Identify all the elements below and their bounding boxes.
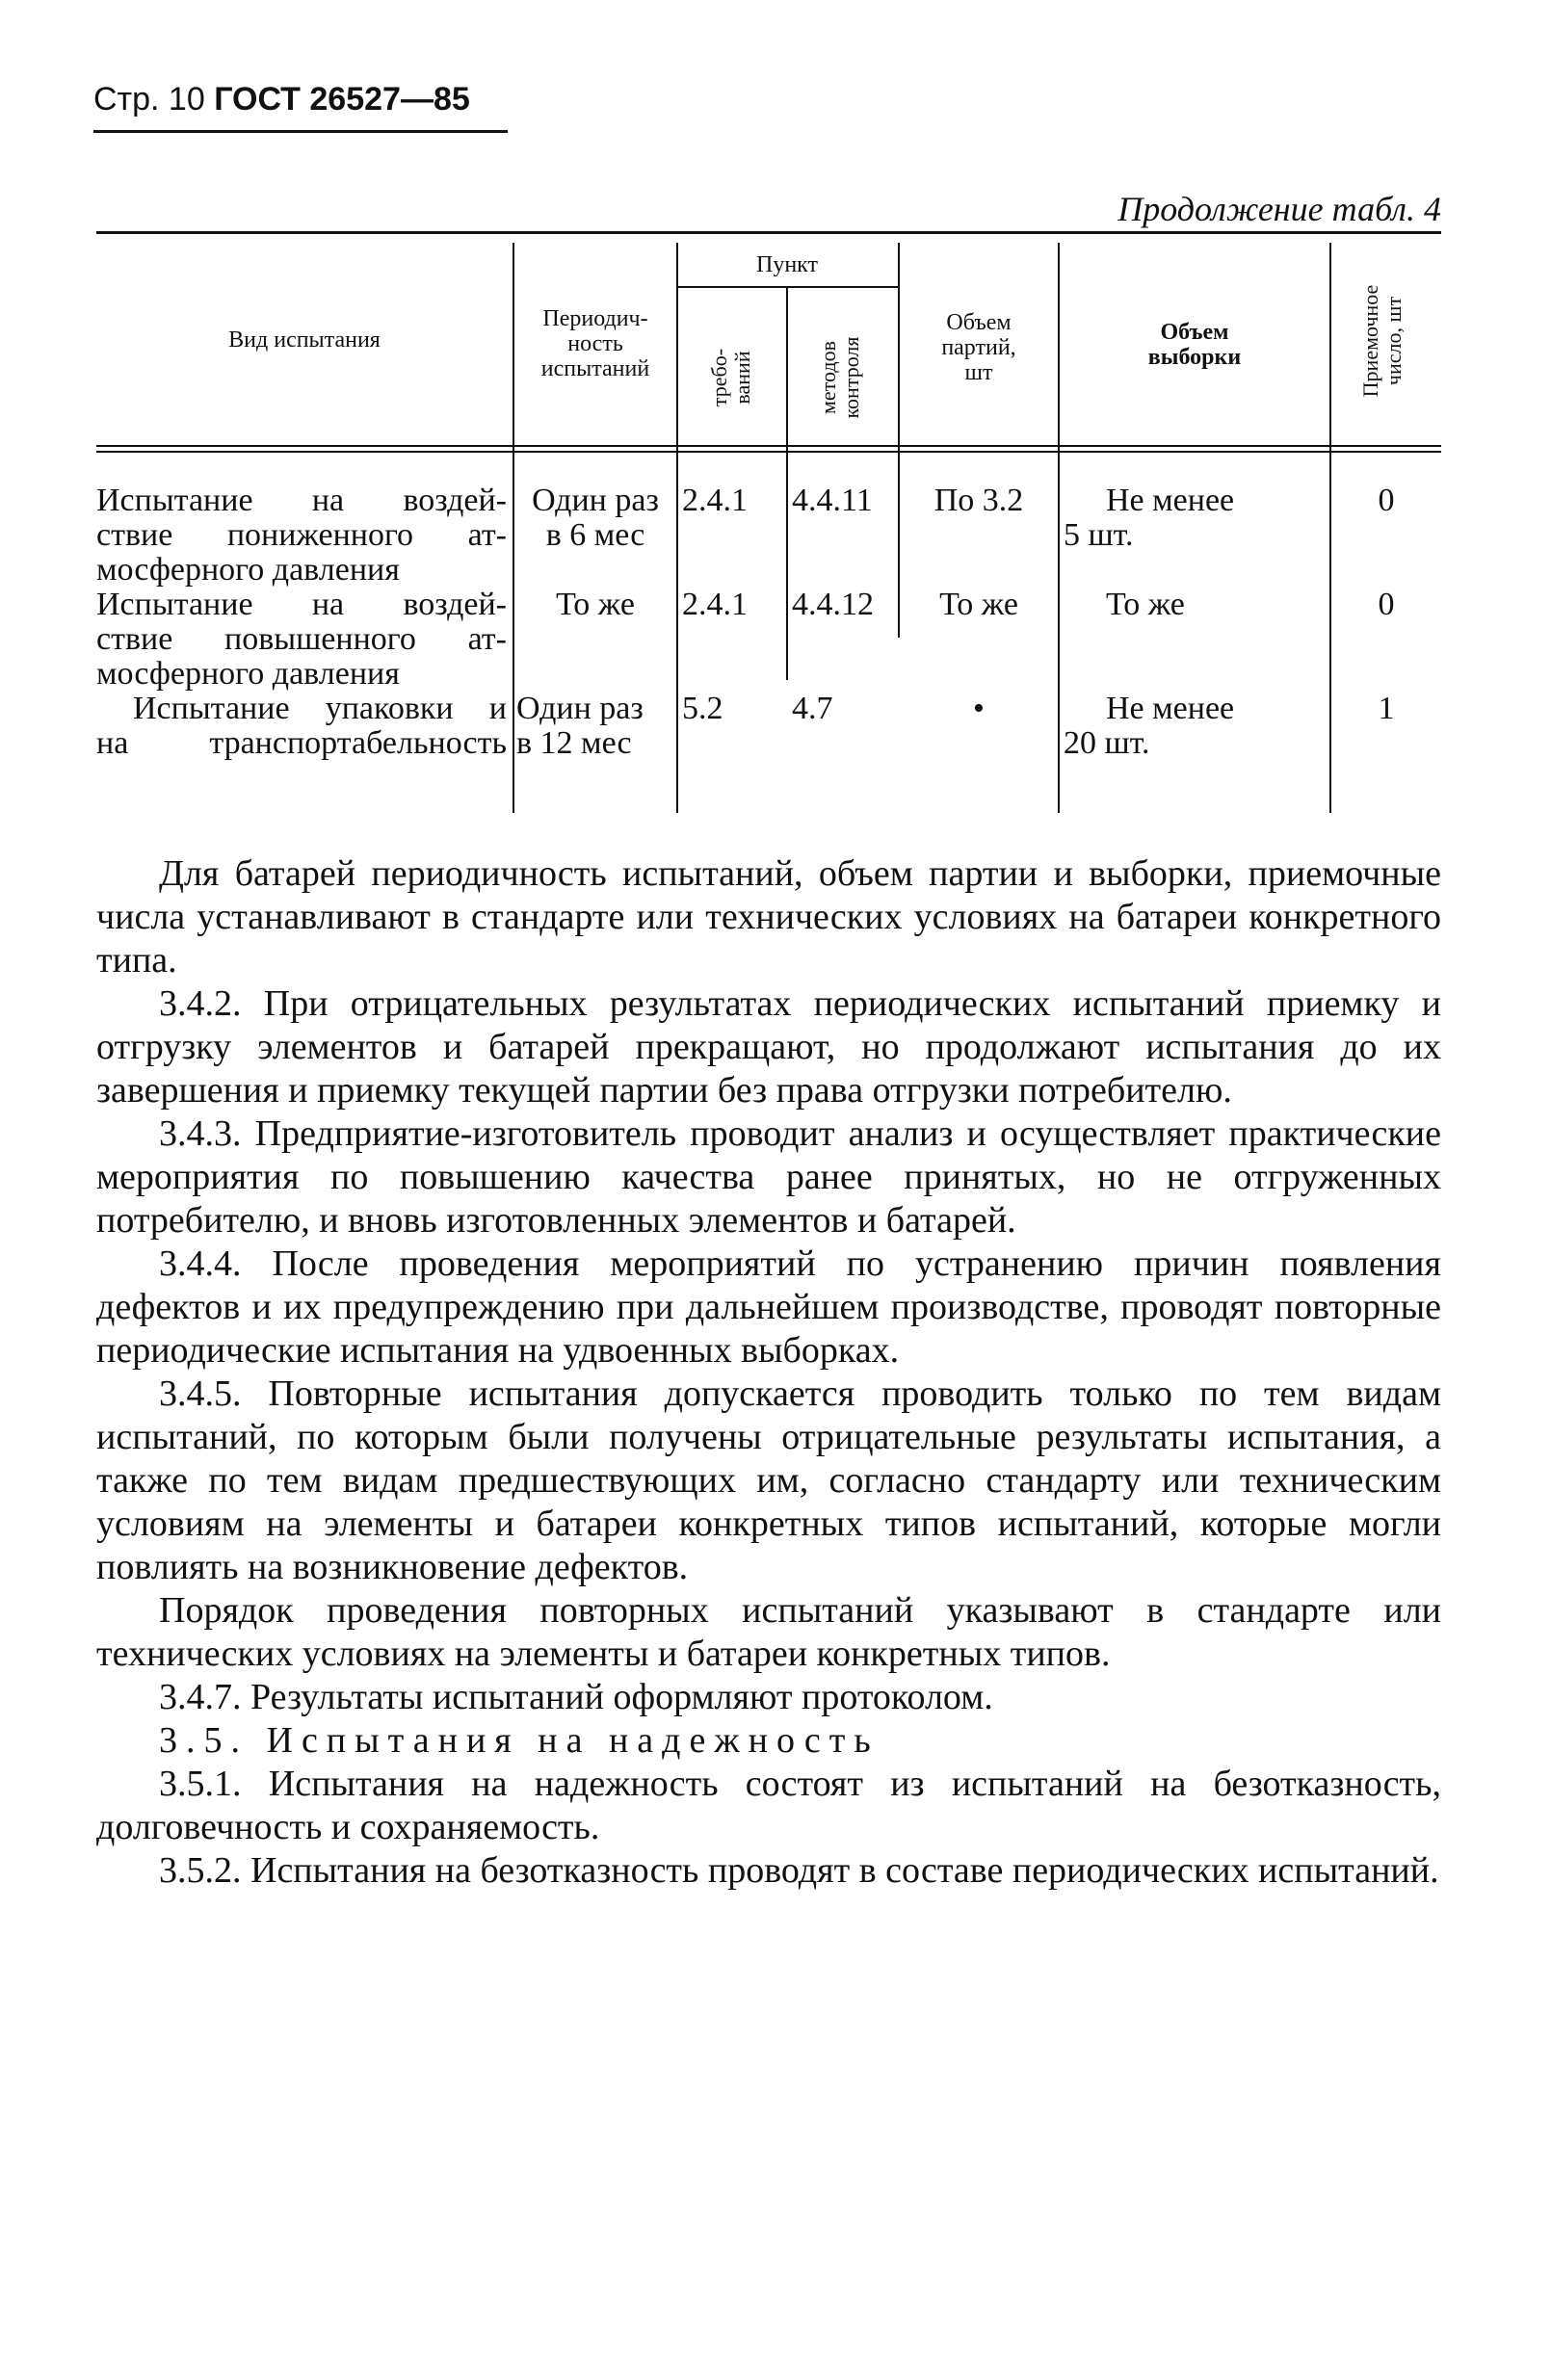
row2-batch: То же (939, 587, 1018, 622)
paragraph: 3.4.3. Предприятие-изготовитель проводит анализ и осуществляет практические мероприятия по повышению качества ранее принятых, но не отгруженных потребителю, и вновь изготовленных элементов и батарей. (96, 1113, 1441, 1241)
header-acceptance: Приемочное число, шт (1358, 284, 1406, 398)
body-text (96, 852, 1441, 1893)
row1-acceptance: 0 (1378, 483, 1395, 518)
col-line-6 (1329, 243, 1331, 813)
paragraph: 3.4.5. Повторные испытания допускается проводить только по тем видам испытаний, по которым были получены отрицательные результаты испытания, а также по тем видам предшествующих им, согласно стандарту или техническим условиям на элементы и батареи конкретных типов испытаний, которые могли повлиять на возникновение дефектов. (96, 1373, 1441, 1587)
row2-methods: 4.4.12 (792, 587, 874, 622)
header-methods: методов контроля (816, 336, 863, 419)
paragraph: Для батарей периодичность испытаний, объем партии и выборки, приемочные числа устанавливают в стандарте или технических условиях на батареи конкретного типа. (96, 853, 1441, 981)
row3-acceptance: 1 (1378, 691, 1395, 726)
header-periodicity: Периодич- ность испытаний (540, 306, 650, 381)
paragraph: 3.4.4. После проведения мероприятий по устранению причин появления дефектов и их предупреждению при дальнейшем производстве, проводят повторные периодические испытания на удвоенных выборках. (96, 1243, 1441, 1371)
row3-methods: 4.7 (792, 691, 833, 726)
row2-requirements: 2.4.1 (682, 587, 748, 622)
row3-periodicity: Один раз в 12 мес (516, 691, 644, 761)
header-requirements: требо- ваний (707, 348, 754, 407)
header-sample: Объем выборки (1147, 320, 1242, 370)
col-line-2 (676, 243, 678, 813)
header-rule-2 (96, 451, 1441, 453)
row3-test-type: Испытание упаковки и на транспортабельность (96, 691, 507, 761)
paragraph: 3.5.2. Испытания на безотказность проводят в составе периодических испытаний. (159, 1850, 1439, 1891)
row3-batch: • (973, 691, 985, 726)
paragraph: Порядок проведения повторных испытаний указывают в стандарте или технических условиях на элементы и батареи конкретных типов. (96, 1590, 1441, 1674)
row1-periodicity: Один раз в 6 мес (532, 483, 659, 553)
header-divider (93, 130, 508, 133)
page-number: Стр. 10 (93, 81, 205, 118)
row2-periodicity: То же (556, 587, 635, 622)
row1-test-type: Испытание на воздей- ствие пониженного ат- мосферного давления (96, 483, 507, 588)
row3-requirements: 5.2 (682, 691, 723, 726)
paragraph: 3.4.2. При отрицательных результатах периодических испытаний приемку и отгрузку элементов и батарей прекращают, но продолжают испытания до их завершения и приемку текущей партии без права отгрузки потребителю. (96, 983, 1441, 1111)
header-batch: Объем партий, шт (941, 310, 1016, 385)
row1-batch: По 3.2 (933, 483, 1024, 518)
table-top-rule (96, 231, 1441, 234)
standard-number: ГОСТ 26527—85 (214, 81, 470, 118)
row3-sample: Не менее 20 шт. (1064, 691, 1235, 761)
page-header (93, 81, 508, 118)
header-clause: Пункт (755, 252, 818, 277)
paragraph: 3.4.7. Результаты испытаний оформляют протоколом. (159, 1677, 993, 1717)
paragraph: 3.5.1. Испытания на надежность состоят из испытаний на безотказность, долговечность и сохраняемость. (96, 1764, 1441, 1847)
table-caption: Продолжение табл. 4 (1117, 190, 1441, 228)
row2-test-type: Испытание на воздей- ствие повышенного ат- мосферного давления (96, 587, 507, 692)
row1-requirements: 2.4.1 (682, 483, 748, 518)
header-test-type: Вид испытания (228, 327, 381, 353)
row2-acceptance: 0 (1378, 587, 1395, 622)
col-line-4 (898, 243, 900, 638)
header-rule-1 (96, 445, 1441, 447)
section-heading: 3.5. Испытания на надежность (159, 1720, 880, 1761)
row1-methods: 4.4.11 (792, 483, 873, 518)
row1-sample: Не менее 5 шт. (1064, 483, 1235, 553)
row2-sample: То же (1106, 587, 1185, 622)
col-line-3 (786, 286, 788, 680)
